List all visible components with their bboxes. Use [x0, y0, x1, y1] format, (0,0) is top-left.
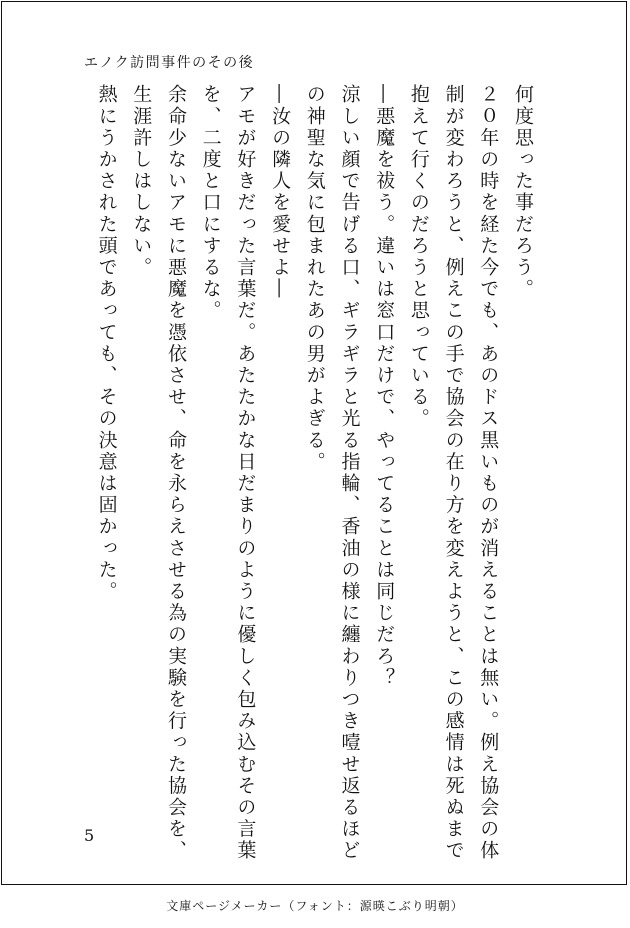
text-line: 熱にうかされた頭であっても、その決意は固かった。 [95, 84, 118, 603]
text-line: 抱えて行くのだろうと思っている。 [407, 84, 430, 430]
text-line: ―悪魔を祓う。違いは窓口だけで、やってることは同じだろ？ [373, 84, 396, 689]
book-page [1, 1, 627, 885]
text-line: 生涯許しはしない。 [130, 84, 153, 279]
text-line: 制が変わろうと、例えこの手で協会の在り方を変えようと、この感情は死ぬまで [442, 84, 465, 862]
running-header: エノク訪問事件のその後 [84, 55, 255, 71]
page-number: 5 [84, 826, 95, 845]
text-line: を、二度と口にするな。 [199, 84, 222, 322]
text-line: 涼しい顔で告げる口、ギラギラと光る指輪、香油の様に纏わりつき噎せ返るほど [338, 84, 361, 862]
footer-credit: 文庫ページメーカー（フォント：源暎こぶり明朝） [166, 899, 464, 913]
text-line: 余命少ないアモに悪魔を憑依させ、命を永らえさせる為の実験を行った協会を、 [164, 84, 187, 862]
vertical-body-text [89, 84, 540, 862]
text-line: の神聖な気に包まれたあの男がよぎる。 [303, 84, 326, 473]
text-line: 何度思った事だろう。 [512, 84, 534, 300]
text-line: アモが好きだった言葉だ。あたたかな日だまりのように優しく包み込むその言葉 [234, 84, 257, 862]
text-line: ２０年の時を経た今でも、あのドス黒いものが消えることは無い。例え協会の体 [477, 84, 500, 862]
text-line: ―汝の隣人を愛せよ― [269, 84, 292, 300]
